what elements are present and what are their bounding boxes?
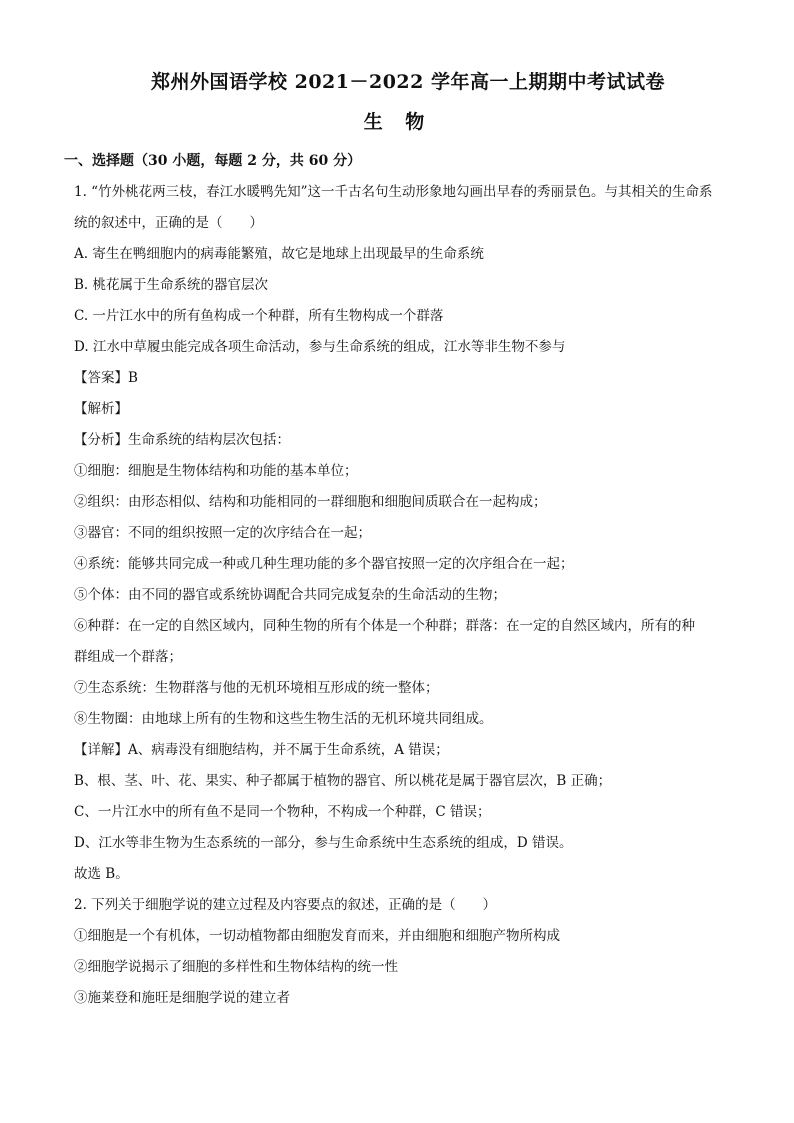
level-biosphere: ⑧生物圈：由地球上所有的生物和这些生物生活的无机环境共同组成。 (74, 711, 493, 727)
q2-stem: 2. 下列关于细胞学说的建立过程及内容要点的叙述，正确的是（ ） (74, 897, 497, 913)
q1-stem-line-2: 统的叙述中，正确的是（ ） (74, 215, 263, 231)
q1-option-c: C. 一片江水中的所有鱼构成一个种群，所有生物构成一个群落 (74, 308, 444, 324)
q1-option-b: B. 桃花属于生命系统的器官层次 (74, 277, 269, 293)
exam-title: 郑州外国语学校 2021－2022 学年高一上期期中考试试卷 (151, 71, 665, 93)
q2-item-1: ①细胞是一个有机体，一切动植物都由细胞发育而来，并由细胞和细胞产物所构成 (74, 928, 560, 944)
level-organ: ③器官：不同的组织按照一定的次序结合在一起； (74, 525, 371, 541)
subject-title: 生 物 (363, 111, 433, 133)
level-individual: ⑤个体：由不同的器官或系统协调配合共同完成复杂的生命活动的生物； (74, 587, 506, 603)
q1-answer (74, 363, 722, 394)
q1-option-a: A. 寄生在鸭细胞内的病毒能繁殖，故它是地球上出现最早的生命系统 (74, 246, 484, 262)
level-ecosystem: ⑦生态系统：生物群落与他的无机环境相互形成的统一整体； (74, 680, 439, 696)
answer-tag: 【答案】 (74, 370, 128, 386)
detail-block (74, 735, 722, 890)
question-1 (74, 177, 722, 890)
question-2 (74, 890, 722, 1014)
level-tissue: ②组织：由形态相似、结构和功能相同的一群细胞和细胞间质联合在一起构成； (74, 494, 547, 510)
q2-item-2: ②细胞学说揭示了细胞的多样性和生物体结构的统一性 (74, 959, 398, 975)
detail-d: D、江水等非生物为生态系统的一部分，参与生命系统中生态系统的组成，D 错误。 (74, 835, 573, 851)
fenxi-tag: 【分析】 (74, 432, 128, 448)
detail-a (74, 735, 722, 766)
q2-item-3: ③施莱登和施旺是细胞学说的建立者 (74, 990, 290, 1006)
detail-conclusion: 故选 B。 (74, 866, 129, 882)
analysis-tag: 【解析】 (74, 401, 128, 417)
detail-c: C、一片江水中的所有鱼不是同一个物种，不构成一个种群，C 错误； (74, 804, 491, 820)
level-system: ④系统：能够共同完成一种或几种生理功能的多个器官按照一定的次序组合在一起； (74, 556, 574, 572)
q1-option-d: D. 江水中草履虫能完成各项生命活动，参与生命系统的组成，江水等非生物不参与 (74, 339, 566, 355)
level-population-cont: 群组成一个群落； (74, 649, 182, 665)
fenxi-line (74, 425, 722, 456)
answer-value: B (128, 370, 138, 386)
level-cell: ①细胞：细胞是生物体结构和功能的基本单位； (74, 463, 358, 479)
q1-stem-line-1: 1. “竹外桃花两三枝，春江水暖鸭先知”这一千古名句生动形象地勾画出早春的秀丽景色。与其相关的生命系 (74, 184, 713, 200)
fenxi-intro: 生命系统的结构层次包括： (128, 432, 290, 448)
detail-tag: 【详解】 (74, 742, 128, 758)
detail-a-text: A、病毒没有细胞结构，并不属于生命系统，A 错误； (128, 742, 449, 758)
level-population: ⑥种群：在一定的自然区域内，同种生物的所有个体是一个种群；群落：在一定的自然区域内，所有的种 (74, 618, 695, 634)
detail-b: B、根、茎、叶、花、果实、种子都属于植物的器官、所以桃花是属于器官层次，B 正确； (74, 773, 612, 789)
section-heading: 一、选择题（30 小题，每题 2 分，共 60 分） (64, 153, 362, 169)
